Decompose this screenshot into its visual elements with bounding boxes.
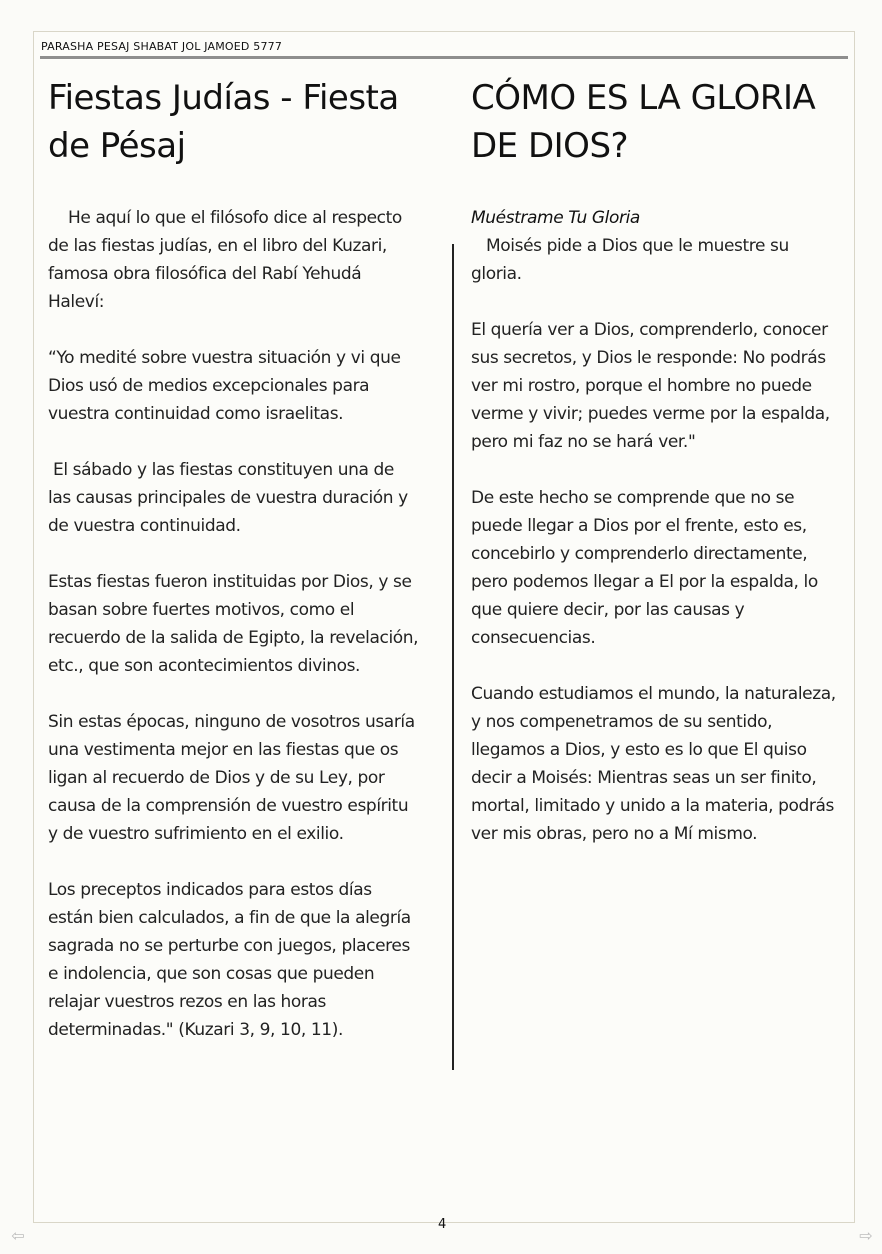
left-paragraph-5: Sin estas épocas, ninguno de vosotros usaría una vestimenta mejor en las fiestas que os ligan al recuerdo de Dios y de su Ley, por causa de la comprensión de vuestro espíritu y de vuestro sufrimiento en el exilio. (48, 712, 415, 844)
arrow-right-icon[interactable]: ⇨ (859, 1226, 873, 1245)
left-paragraph-2: “Yo medité sobre vuestra situación y vi que Dios usó de medios excepcionales para vuestra continuidad como israelitas. (48, 348, 401, 424)
page-number: 4 (438, 1217, 447, 1232)
column-divider (452, 244, 454, 1070)
header-title: PARASHA PESAJ SHABAT JOL JAMOED 5777 (41, 40, 283, 53)
right-column-title: CÓMO ES LA GLORIA DE DIOS? (471, 78, 816, 166)
left-column-title: Fiestas Judías - Fiesta de Pésaj (48, 78, 399, 166)
right-column (471, 74, 843, 848)
left-paragraph-1: He aquí lo que el filósofo dice al respecto de las fiestas judías, en el libro del Kuzari, famosa obra filosófica del Rabí Yehudá Haleví: (48, 208, 407, 312)
left-column-body (48, 204, 420, 1044)
left-paragraph-3: El sábado y las fiestas constituyen una de las causas principales de vuestra duración y de vuestra continuidad. (48, 460, 413, 536)
header-rule (40, 56, 848, 59)
right-column-body (471, 204, 843, 848)
right-subheading: Muéstrame Tu Gloria (471, 208, 640, 228)
right-paragraph-3: De este hecho se comprende que no se puede llegar a Dios por el frente, esto es, concebirlo y comprenderlo directamente, pero podemos llegar a El por la espalda, lo que quiere decir, por las causas y consecuencias. (471, 488, 818, 648)
right-paragraph-2: El quería ver a Dios, comprenderlo, conocer sus secretos, y Dios le responde: No podrás ver mi rostro, porque el hombre no puede verme y vivir; puedes verme por la espalda, pero mi faz no se hará ver." (471, 320, 830, 452)
right-paragraph-4: Cuando estudiamos el mundo, la naturaleza, y nos compenetramos de su sentido, llegamos a Dios, y esto es lo que El quiso decir a Moisés: Mientras seas un ser finito, mortal, limitado y unido a la materia, podrás ver mis obras, pero no a Mí mismo. (471, 684, 836, 844)
left-column (48, 74, 420, 1044)
left-paragraph-6: Los preceptos indicados para estos días están bien calculados, a fin de que la alegría sagrada no se perturbe con juegos, placeres e indolencia, que son cosas que pueden relajar vuestros rezos en las horas determinadas." (Kuzari 3, 9, 10, 11). (48, 880, 411, 1040)
right-paragraph-1: Moisés pide a Dios que le muestre su gloria. (471, 236, 794, 284)
left-paragraph-4: Estas fiestas fueron instituidas por Dios, y se basan sobre fuertes motivos, como el recuerdo de la salida de Egipto, la revelación, etc., que son acontecimientos divinos. (48, 572, 419, 676)
arrow-left-icon[interactable]: ⇦ (11, 1226, 25, 1245)
